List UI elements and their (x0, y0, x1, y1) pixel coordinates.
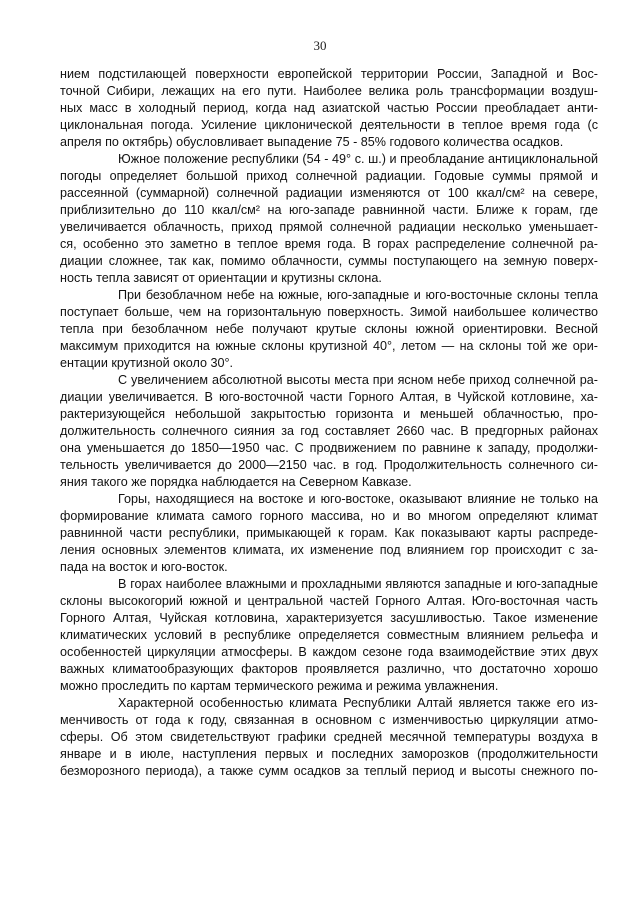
text-line: С увеличением абсолютной высоты места при ясном небе приход солнечной ра- (118, 373, 598, 387)
text-line: нием подстилающей поверхности европейской территории России, Западной и Вос- (60, 67, 598, 81)
text-line: ся, особенно это заметно в теплое время года. В горах распределение солнечной ра- (60, 237, 598, 251)
text-line: увеличивается облачность, приход прямой солнечной радиации несколько уменьшает- (60, 220, 598, 234)
text-line: равнинной части республики, примыкающей к горам. Как показывают карты распреде- (60, 526, 598, 540)
text-line: циклональная погода. Усиление циклонической деятельности в теплое время года (с (60, 118, 598, 132)
text-line: Горного Алтая, Чуйская котловина, характеризуется засушливостью. Такое изменение (60, 611, 598, 625)
body-text (60, 66, 598, 780)
text-line: точной Сибири, лежащих на его пути. Наиболее велика роль трансформации воздуш- (60, 84, 598, 98)
text-line: тельность увеличивается до 2000—2150 час. в год. Продолжительность солнечного си- (60, 458, 598, 472)
text-line: яния такого же порядка наблюдается на Северном Кавказе. (60, 475, 412, 489)
text-line: Южное положение республики (54 - 49° с. ш.) и преобладание антициклональной (118, 152, 598, 166)
text-line: особенностей циркуляции атмосферы. В каждом сезоне года взаимодействие этих двух (60, 645, 598, 659)
paragraph (60, 151, 598, 287)
paragraph (60, 66, 598, 151)
text-line: В горах наиболее влажными и прохладными являются западные и юго-западные (118, 577, 598, 591)
text-line: ность тепла зависят от ориентации и крутизны склона. (60, 271, 382, 285)
paragraph (60, 491, 598, 576)
text-line: максимум приходится на южные склоны крутизной 40°, летом — на склоны той же ори- (60, 339, 598, 353)
text-line: ентации крутизной около 30°. (60, 356, 234, 370)
text-line: рактеризующейся небольшой закрытостью горизонта и меньшей облачностью, про- (60, 407, 598, 421)
text-line: климатических условий в республике определяется совместным влиянием рельефа и (60, 628, 598, 642)
text-line: пада на восток и юго-восток. (60, 560, 228, 574)
text-line: склоны высокогорий южной и центральной частей Горного Алтая. Юго-восточная часть (60, 594, 598, 608)
text-line: тепла при безоблачном небе получают крутые склоны южной ориентировки. Весной (60, 322, 598, 336)
text-line: должительность солнечного сияния за год составляет 2660 час. В предгорных районах (60, 424, 598, 438)
text-line: рассеянной (суммарной) солнечной радиации изменяются от 100 ккал/см² на севере, (60, 186, 598, 200)
text-line: Горы, находящиеся на востоке и юго-востоке, оказывают влияние не только на (118, 492, 598, 506)
text-line: формирование климата самого горного массива, но и во многом определяют климат (60, 509, 598, 523)
text-line: ления основных элементов климата, их изменение под влиянием гор происходит с за- (60, 543, 598, 557)
text-line: При безоблачном небе на южные, юго-западные и юго-восточные склоны тепла (118, 288, 598, 302)
text-line: важных климатообразующих факторов проявляется различно, что достаточно хорошо (60, 662, 598, 676)
text-line: менчивость от года к году, связанная в основном с изменчивостью циркуляции атмо- (60, 713, 598, 727)
text-line: ных масс в холодный период, когда над азиатской частью России преобладает анти- (60, 101, 598, 115)
text-line: диации увеличивается. В юго-восточной части Горного Алтая, в Чуйской котловине, ха- (60, 390, 598, 404)
text-line: январе и в июле, наступления первых и последних заморозков (продолжительности (60, 747, 598, 761)
paragraph (60, 576, 598, 695)
page-number: 30 (313, 38, 327, 53)
text-line: безморозного периода), а также сумм осадков за теплый период и высоты снежного по- (60, 764, 598, 778)
text-line: сферы. Об этом свидетельствуют графики средней месячной температуры воздуха в (60, 730, 598, 744)
paragraph (60, 695, 598, 780)
text-line: диации сложнее, так как, помимо облачности, суммы поступающего на земную поверх- (60, 254, 598, 268)
text-line: Характерной особенностью климата Республики Алтай является также его из- (118, 696, 598, 710)
paragraph (60, 287, 598, 372)
text-line: можно проследить по картам термического режима и режима увлажнения. (60, 679, 499, 693)
text-line: апреля по октябрь) обусловливает выпадение 75 - 85% годового количества осадков. (60, 135, 564, 149)
paragraph (60, 372, 598, 491)
text-line: приблизительно до 110 ккал/см² на юго-западе равнинной части. Ближе к горам, где (60, 203, 598, 217)
text-line: поступает больше, чем на горизонтальную поверхность. Зимой наибольшее количество (60, 305, 598, 319)
text-line: погоды определяет большой приход солнечной радиации. Годовые суммы прямой и (60, 169, 598, 183)
text-line: она уменьшается до 1850—1950 час. С продвижением по равнине к западу, продолжи- (60, 441, 598, 455)
